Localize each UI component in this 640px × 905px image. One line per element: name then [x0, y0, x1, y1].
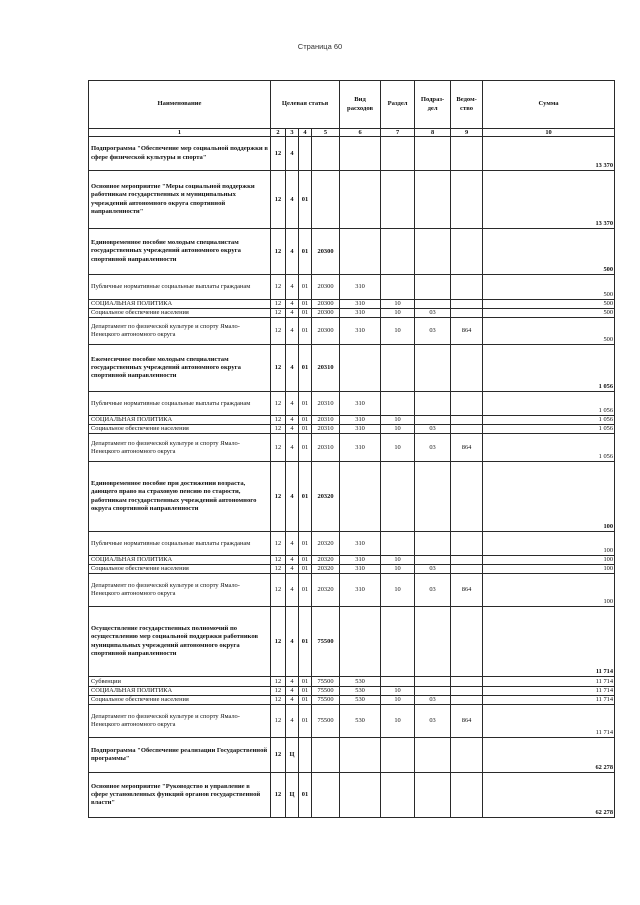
- cell-subsection: 03: [415, 705, 451, 738]
- table-row: [89, 462, 615, 532]
- cell-target-subprogram: Ц: [286, 773, 299, 818]
- cell-target-direction: 20300: [312, 275, 340, 300]
- cell-target-event: 01: [299, 229, 312, 275]
- cell-target-program: 12: [271, 300, 286, 309]
- cell-subsection: [415, 462, 451, 532]
- cell-target-event: 01: [299, 345, 312, 392]
- table-body: [89, 137, 615, 818]
- header-name: Наименование: [89, 81, 271, 129]
- cell-name: Социальное обеспечение населения: [89, 309, 271, 318]
- cell-target-program: 12: [271, 773, 286, 818]
- cell-target-subprogram: Ц: [286, 738, 299, 773]
- cell-target-event: 01: [299, 392, 312, 416]
- cell-sum: 500: [483, 229, 615, 275]
- cell-section: [381, 462, 415, 532]
- cell-target-event: 01: [299, 462, 312, 532]
- cell-subsection: 03: [415, 309, 451, 318]
- cell-target-subprogram: 4: [286, 574, 299, 607]
- cell-target-event: 01: [299, 434, 312, 462]
- cell-department: [451, 556, 483, 565]
- page-header: Страница 60: [297, 42, 343, 51]
- cell-sum: 1 056: [483, 345, 615, 392]
- cell-subsection: [415, 275, 451, 300]
- cell-target-event: 01: [299, 574, 312, 607]
- cell-target-event: 01: [299, 773, 312, 818]
- cell-sum: 11 714: [483, 687, 615, 696]
- cell-target-program: 12: [271, 687, 286, 696]
- cell-target-direction: 20310: [312, 425, 340, 434]
- cell-target-event: 01: [299, 275, 312, 300]
- cell-name: Публичные нормативные социальные выплаты гражданам: [89, 532, 271, 556]
- cell-expense-type: 310: [340, 556, 381, 565]
- column-number: 7: [381, 129, 415, 137]
- cell-subsection: 03: [415, 574, 451, 607]
- table-row: [89, 416, 615, 425]
- cell-target-event: 01: [299, 556, 312, 565]
- cell-name: Субвенции: [89, 677, 271, 687]
- cell-target-program: 12: [271, 137, 286, 171]
- cell-sum: 100: [483, 556, 615, 565]
- cell-section: 10: [381, 434, 415, 462]
- cell-section: [381, 275, 415, 300]
- column-number: 3: [286, 129, 299, 137]
- cell-target-program: 12: [271, 677, 286, 687]
- cell-subsection: [415, 532, 451, 556]
- cell-target-subprogram: 4: [286, 425, 299, 434]
- table-row: [89, 687, 615, 696]
- cell-expense-type: 310: [340, 425, 381, 434]
- cell-target-subprogram: 4: [286, 705, 299, 738]
- cell-name: СОЦИАЛЬНАЯ ПОЛИТИКА: [89, 556, 271, 565]
- cell-target-event: 01: [299, 425, 312, 434]
- cell-target-event: 01: [299, 705, 312, 738]
- cell-target-subprogram: 4: [286, 556, 299, 565]
- cell-sum: 500: [483, 309, 615, 318]
- cell-sum: 500: [483, 318, 615, 345]
- cell-section: 10: [381, 309, 415, 318]
- column-number: 9: [451, 129, 483, 137]
- cell-department: [451, 229, 483, 275]
- cell-department: 864: [451, 574, 483, 607]
- table-row: [89, 425, 615, 434]
- cell-target-subprogram: 4: [286, 565, 299, 574]
- cell-sum: 13 370: [483, 171, 615, 229]
- cell-target-program: 12: [271, 556, 286, 565]
- cell-sum: 11 714: [483, 677, 615, 687]
- cell-name: Осуществление государственных полномочий по осуществлению мер социальной поддержки работников муниципальных учреждений автономного округа спортивной направленности: [89, 607, 271, 677]
- cell-target-subprogram: 4: [286, 462, 299, 532]
- table-row: [89, 300, 615, 309]
- cell-name: Основное мероприятие "Руководство и управление в сфере установленных функций органов государственной власти": [89, 773, 271, 818]
- cell-name: Социальное обеспечение населения: [89, 425, 271, 434]
- cell-expense-type: [340, 229, 381, 275]
- cell-department: [451, 532, 483, 556]
- table-row: [89, 137, 615, 171]
- cell-subsection: [415, 171, 451, 229]
- cell-expense-type: 310: [340, 434, 381, 462]
- cell-subsection: [415, 229, 451, 275]
- cell-target-subprogram: 4: [286, 171, 299, 229]
- cell-target-direction: 20300: [312, 300, 340, 309]
- cell-target-event: 01: [299, 687, 312, 696]
- table-row: [89, 275, 615, 300]
- cell-target-direction: 20320: [312, 532, 340, 556]
- cell-sum: 11 714: [483, 705, 615, 738]
- cell-sum: 100: [483, 532, 615, 556]
- cell-sum: 1 056: [483, 434, 615, 462]
- cell-department: [451, 137, 483, 171]
- cell-section: 10: [381, 416, 415, 425]
- cell-target-direction: [312, 171, 340, 229]
- table-row: [89, 677, 615, 687]
- cell-target-event: 01: [299, 565, 312, 574]
- cell-target-event: 01: [299, 607, 312, 677]
- cell-subsection: 03: [415, 696, 451, 705]
- header-target-article: Целевая статья: [271, 81, 340, 129]
- cell-expense-type: [340, 137, 381, 171]
- column-number: 5: [312, 129, 340, 137]
- cell-target-direction: 20320: [312, 556, 340, 565]
- cell-name: Департамент по физической культуре и спорту Ямало-Ненецкого автономного округа: [89, 574, 271, 607]
- cell-target-program: 12: [271, 416, 286, 425]
- cell-target-subprogram: 4: [286, 345, 299, 392]
- cell-section: [381, 137, 415, 171]
- cell-target-subprogram: 4: [286, 318, 299, 345]
- cell-subsection: 03: [415, 318, 451, 345]
- cell-section: [381, 345, 415, 392]
- cell-section: [381, 392, 415, 416]
- cell-section: 10: [381, 425, 415, 434]
- cell-sum: 11 714: [483, 696, 615, 705]
- cell-target-direction: 75500: [312, 705, 340, 738]
- budget-table: [88, 80, 615, 818]
- table-row: [89, 345, 615, 392]
- cell-department: [451, 425, 483, 434]
- cell-target-program: 12: [271, 696, 286, 705]
- cell-sum: 1 056: [483, 392, 615, 416]
- cell-name: Основное мероприятие "Меры социальной поддержки работникам государственных и муниципальных учреждений автономного округа спортивной направленности": [89, 171, 271, 229]
- cell-target-direction: 20310: [312, 345, 340, 392]
- cell-section: 10: [381, 574, 415, 607]
- table-row: [89, 607, 615, 677]
- cell-department: [451, 171, 483, 229]
- table-row: [89, 532, 615, 556]
- cell-department: [451, 607, 483, 677]
- column-number: 4: [299, 129, 312, 137]
- cell-target-event: 01: [299, 309, 312, 318]
- table-row: [89, 171, 615, 229]
- cell-target-direction: 20300: [312, 229, 340, 275]
- cell-sum: 1 056: [483, 425, 615, 434]
- cell-target-direction: 20310: [312, 434, 340, 462]
- cell-expense-type: 310: [340, 416, 381, 425]
- cell-target-event: 01: [299, 696, 312, 705]
- cell-target-subprogram: 4: [286, 309, 299, 318]
- cell-sum: 62 278: [483, 773, 615, 818]
- header-sum: Сумма: [483, 81, 615, 129]
- cell-target-subprogram: 4: [286, 687, 299, 696]
- cell-target-subprogram: 4: [286, 677, 299, 687]
- cell-target-program: 12: [271, 607, 286, 677]
- cell-section: [381, 607, 415, 677]
- cell-expense-type: 310: [340, 300, 381, 309]
- cell-target-program: 12: [271, 345, 286, 392]
- cell-subsection: [415, 556, 451, 565]
- cell-subsection: [415, 677, 451, 687]
- cell-name: Единовременное пособие молодым специалистам государственных учреждений автономного округа спортивной направленности: [89, 229, 271, 275]
- cell-section: 10: [381, 696, 415, 705]
- cell-target-program: 12: [271, 532, 286, 556]
- cell-target-event: [299, 738, 312, 773]
- cell-expense-type: 310: [340, 275, 381, 300]
- cell-target-direction: 75500: [312, 677, 340, 687]
- cell-name: СОЦИАЛЬНАЯ ПОЛИТИКА: [89, 416, 271, 425]
- cell-expense-type: 530: [340, 687, 381, 696]
- cell-section: [381, 532, 415, 556]
- cell-subsection: 03: [415, 425, 451, 434]
- cell-target-program: 12: [271, 171, 286, 229]
- cell-department: [451, 345, 483, 392]
- cell-target-event: 01: [299, 677, 312, 687]
- cell-department: [451, 300, 483, 309]
- cell-expense-type: 530: [340, 696, 381, 705]
- cell-sum: 500: [483, 300, 615, 309]
- cell-name: Департамент по физической культуре и спорту Ямало-Ненецкого автономного округа: [89, 318, 271, 345]
- cell-section: 10: [381, 556, 415, 565]
- cell-target-direction: 20310: [312, 392, 340, 416]
- cell-sum: 100: [483, 462, 615, 532]
- cell-subsection: [415, 392, 451, 416]
- cell-section: [381, 773, 415, 818]
- cell-target-program: 12: [271, 392, 286, 416]
- cell-section: 10: [381, 318, 415, 345]
- cell-expense-type: [340, 345, 381, 392]
- table-row: [89, 309, 615, 318]
- cell-target-subprogram: 4: [286, 532, 299, 556]
- cell-target-program: 12: [271, 705, 286, 738]
- cell-target-program: 12: [271, 738, 286, 773]
- cell-department: [451, 392, 483, 416]
- cell-sum: 13 370: [483, 137, 615, 171]
- cell-target-program: 12: [271, 318, 286, 345]
- cell-name: Подпрограмма "Обеспечение реализации Государственной программы": [89, 738, 271, 773]
- cell-target-event: 01: [299, 416, 312, 425]
- cell-target-subprogram: 4: [286, 392, 299, 416]
- cell-expense-type: 310: [340, 318, 381, 345]
- cell-department: [451, 309, 483, 318]
- cell-expense-type: [340, 171, 381, 229]
- cell-target-direction: 75500: [312, 687, 340, 696]
- cell-name: Социальное обеспечение населения: [89, 696, 271, 705]
- cell-subsection: [415, 416, 451, 425]
- cell-sum: 62 278: [483, 738, 615, 773]
- cell-expense-type: 310: [340, 392, 381, 416]
- cell-department: [451, 696, 483, 705]
- table-row: [89, 696, 615, 705]
- cell-subsection: [415, 738, 451, 773]
- cell-section: 10: [381, 687, 415, 696]
- cell-department: [451, 275, 483, 300]
- cell-sum: 500: [483, 275, 615, 300]
- column-number: 8: [415, 129, 451, 137]
- cell-expense-type: [340, 462, 381, 532]
- cell-target-subprogram: 4: [286, 229, 299, 275]
- column-number-row: [89, 129, 615, 137]
- table-row: [89, 574, 615, 607]
- cell-expense-type: 310: [340, 532, 381, 556]
- cell-target-event: 01: [299, 300, 312, 309]
- cell-target-event: [299, 137, 312, 171]
- cell-expense-type: [340, 773, 381, 818]
- cell-sum: 11 714: [483, 607, 615, 677]
- cell-subsection: [415, 300, 451, 309]
- cell-section: [381, 677, 415, 687]
- cell-section: [381, 229, 415, 275]
- cell-expense-type: 310: [340, 565, 381, 574]
- cell-sum: 100: [483, 574, 615, 607]
- cell-name: Публичные нормативные социальные выплаты гражданам: [89, 275, 271, 300]
- cell-target-direction: [312, 137, 340, 171]
- cell-department: 864: [451, 705, 483, 738]
- table-row: [89, 773, 615, 818]
- cell-subsection: 03: [415, 565, 451, 574]
- cell-name: Публичные нормативные социальные выплаты гражданам: [89, 392, 271, 416]
- table-row: [89, 434, 615, 462]
- cell-target-direction: 20300: [312, 318, 340, 345]
- cell-department: [451, 462, 483, 532]
- cell-expense-type: [340, 738, 381, 773]
- table-row: [89, 229, 615, 275]
- column-number: 6: [340, 129, 381, 137]
- column-number: 1: [89, 129, 271, 137]
- table-row: [89, 318, 615, 345]
- cell-department: [451, 773, 483, 818]
- cell-name: Подпрограмма "Обеспечение мер социальной поддержки в сфере физической культуры и спорта": [89, 137, 271, 171]
- cell-target-direction: 75500: [312, 607, 340, 677]
- cell-department: 864: [451, 318, 483, 345]
- cell-subsection: [415, 773, 451, 818]
- cell-section: [381, 171, 415, 229]
- cell-department: [451, 677, 483, 687]
- table-row: [89, 738, 615, 773]
- cell-target-program: 12: [271, 275, 286, 300]
- table-row: [89, 705, 615, 738]
- header-section: Раздел: [381, 81, 415, 129]
- cell-section: 10: [381, 565, 415, 574]
- cell-target-subprogram: 4: [286, 137, 299, 171]
- cell-target-subprogram: 4: [286, 275, 299, 300]
- cell-name: СОЦИАЛЬНАЯ ПОЛИТИКА: [89, 300, 271, 309]
- cell-target-program: 12: [271, 574, 286, 607]
- cell-target-subprogram: 4: [286, 416, 299, 425]
- cell-subsection: [415, 687, 451, 696]
- cell-sum: 100: [483, 565, 615, 574]
- cell-expense-type: 310: [340, 574, 381, 607]
- cell-target-program: 12: [271, 462, 286, 532]
- cell-target-subprogram: 4: [286, 696, 299, 705]
- column-number: 10: [483, 129, 615, 137]
- table-row: [89, 392, 615, 416]
- cell-target-direction: 20310: [312, 416, 340, 425]
- cell-target-program: 12: [271, 229, 286, 275]
- cell-name: Ежемесячное пособие молодым специалистам государственных учреждений автономного округа спортивной направленности: [89, 345, 271, 392]
- cell-department: [451, 738, 483, 773]
- cell-target-direction: [312, 773, 340, 818]
- cell-expense-type: 530: [340, 677, 381, 687]
- cell-name: Единовременное пособие при достижении возраста, дающего право на страховую пенсию по старости, работникам государственных учреждений автономного округа спортивной направленности: [89, 462, 271, 532]
- cell-target-direction: 75500: [312, 696, 340, 705]
- cell-expense-type: [340, 607, 381, 677]
- cell-name: Департамент по физической культуре и спорту Ямало-Ненецкого автономного округа: [89, 705, 271, 738]
- header-expense-type: Вид расходов: [340, 81, 381, 129]
- table-row: [89, 556, 615, 565]
- cell-target-program: 12: [271, 565, 286, 574]
- cell-expense-type: 530: [340, 705, 381, 738]
- cell-target-program: 12: [271, 434, 286, 462]
- cell-subsection: [415, 607, 451, 677]
- cell-name: Социальное обеспечение населения: [89, 565, 271, 574]
- cell-subsection: [415, 137, 451, 171]
- header-subsection: Подраз-дел: [415, 81, 451, 129]
- cell-target-event: 01: [299, 532, 312, 556]
- cell-name: СОЦИАЛЬНАЯ ПОЛИТИКА: [89, 687, 271, 696]
- cell-section: 10: [381, 705, 415, 738]
- cell-section: [381, 738, 415, 773]
- cell-subsection: 03: [415, 434, 451, 462]
- table-row: [89, 565, 615, 574]
- cell-section: 10: [381, 300, 415, 309]
- cell-target-program: 12: [271, 309, 286, 318]
- cell-target-event: 01: [299, 318, 312, 345]
- cell-department: [451, 416, 483, 425]
- cell-target-subprogram: 4: [286, 300, 299, 309]
- cell-sum: 1 056: [483, 416, 615, 425]
- cell-department: 864: [451, 434, 483, 462]
- cell-department: [451, 565, 483, 574]
- cell-target-subprogram: 4: [286, 434, 299, 462]
- cell-target-event: 01: [299, 171, 312, 229]
- cell-subsection: [415, 345, 451, 392]
- cell-expense-type: 310: [340, 309, 381, 318]
- column-number: 2: [271, 129, 286, 137]
- cell-target-direction: 20320: [312, 574, 340, 607]
- cell-department: [451, 687, 483, 696]
- header-department: Ведом-ство: [451, 81, 483, 129]
- cell-target-direction: [312, 738, 340, 773]
- cell-target-direction: 20300: [312, 309, 340, 318]
- cell-name: Департамент по физической культуре и спорту Ямало-Ненецкого автономного округа: [89, 434, 271, 462]
- cell-target-program: 12: [271, 425, 286, 434]
- cell-target-subprogram: 4: [286, 607, 299, 677]
- cell-target-direction: 20320: [312, 462, 340, 532]
- cell-target-direction: 20320: [312, 565, 340, 574]
